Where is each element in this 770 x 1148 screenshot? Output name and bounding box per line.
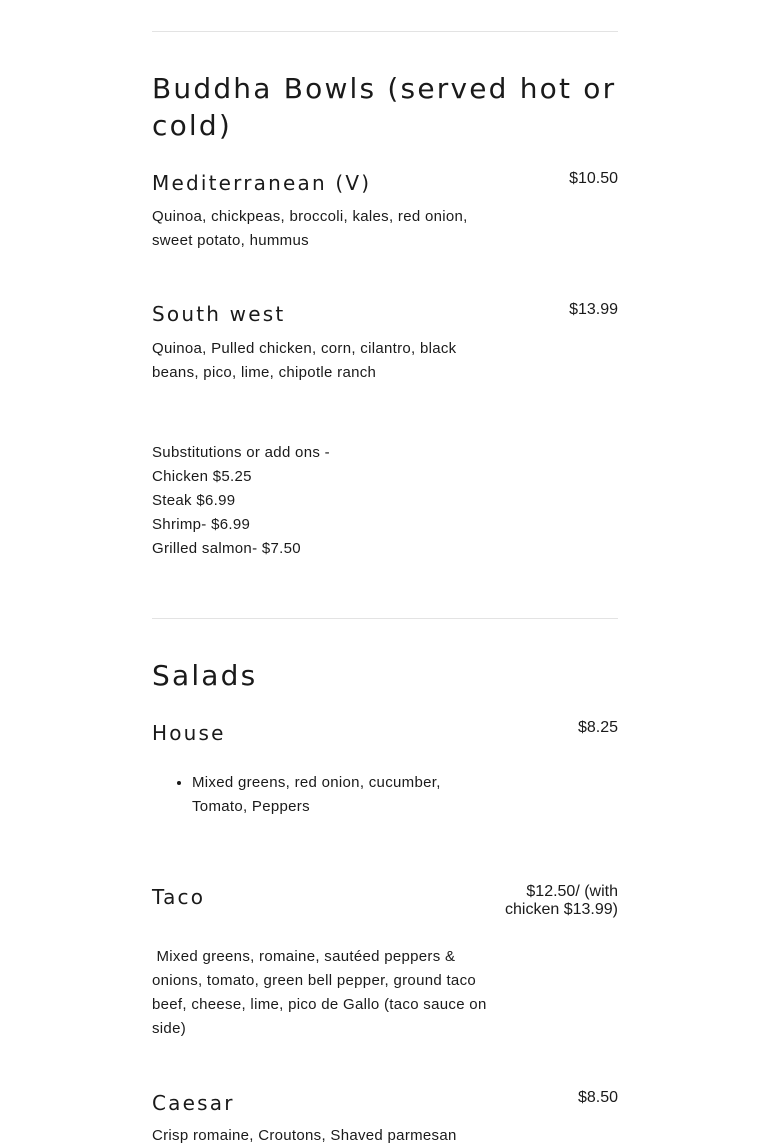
addon-chicken: Chicken $5.25 bbox=[152, 468, 252, 485]
item-description-house bbox=[152, 771, 492, 819]
item-name-house: House bbox=[152, 721, 226, 745]
item-price-caesar: $8.50 bbox=[577, 1089, 618, 1106]
item-name-taco: Taco bbox=[152, 885, 206, 909]
addons-list bbox=[152, 441, 492, 561]
item-description-mediterranean: Quinoa, chickpeas, broccoli, kales, red onion, sweet potato, hummus bbox=[152, 208, 468, 249]
addon-grilled-salmon: Grilled salmon- $7.50 bbox=[152, 540, 301, 557]
item-description-caesar: Crisp romaine, Croutons, Shaved parmesan bbox=[152, 1127, 457, 1144]
list-item: • Mixed greens, red onion, cucumber, Tomato, Peppers bbox=[192, 771, 492, 819]
section-title-buddha-bowls: Buddha Bowls (served hot or cold) bbox=[152, 72, 617, 142]
item-name-south-west: South west bbox=[152, 302, 286, 326]
item-name-mediterranean: Mediterranean (V) bbox=[152, 171, 372, 195]
item-description-south-west: Quinoa, Pulled chicken, corn, cilantro, black beans, pico, lime, chipotle ranch bbox=[152, 340, 457, 381]
item-description-taco: Mixed greens, romaine, sautéed peppers & onions, tomato, green bell pepper, ground taco beef, cheese, lime, pico de Gallo (taco sauce on side) bbox=[152, 948, 492, 1037]
section-title-salads: Salads bbox=[152, 659, 258, 692]
item-name-caesar: Caesar bbox=[152, 1091, 235, 1115]
section-divider-salads bbox=[152, 618, 618, 619]
item-price-taco: $12.50/ (with chicken $13.99) bbox=[505, 883, 618, 918]
item-price-south-west: $13.99 bbox=[569, 301, 618, 318]
section-divider-top bbox=[152, 31, 618, 32]
addon-shrimp: Shrimp- $6.99 bbox=[152, 516, 251, 533]
addons-heading: Substitutions or add ons - bbox=[152, 444, 330, 461]
item-price-mediterranean: $10.50 bbox=[569, 170, 618, 187]
item-price-house: $8.25 bbox=[577, 719, 618, 736]
addon-steak: Steak $6.99 bbox=[152, 492, 236, 509]
